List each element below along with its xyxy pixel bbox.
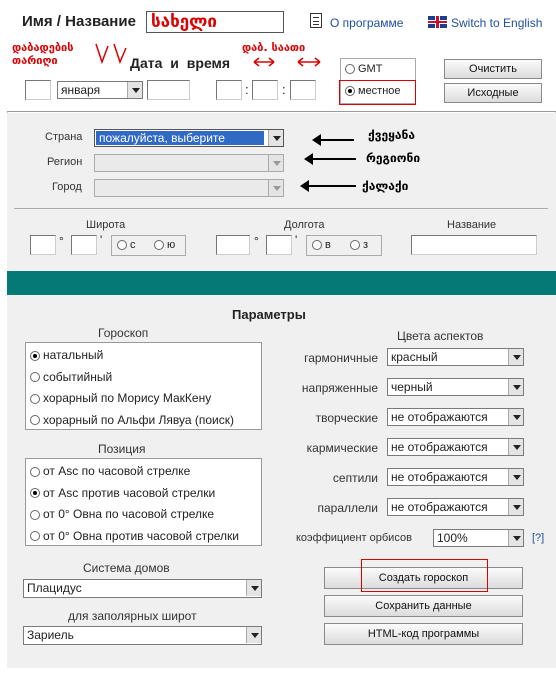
time-separator: : — [245, 82, 249, 97]
aspect-label: напряженные — [301, 381, 378, 395]
horoscope-radio[interactable] — [30, 413, 234, 427]
aspect-label: кармические — [306, 441, 378, 455]
lat-north-radio[interactable]: с — [117, 239, 136, 251]
chevron-down-icon — [508, 530, 523, 546]
polar-label: для заполярных широт — [68, 609, 197, 623]
place-name-input[interactable] — [411, 235, 537, 255]
annotation-city: ქალაქი — [362, 179, 409, 193]
uk-flag-icon — [428, 16, 447, 28]
aspect-label: гармоничные — [304, 351, 378, 365]
aspect-label: септили — [332, 471, 378, 485]
annotation-birth-date: დაბადების თარიღი — [12, 41, 74, 67]
chevron-down-icon — [246, 580, 261, 596]
aspects-label: Цвета аспектов — [397, 329, 484, 343]
month-select[interactable] — [57, 81, 143, 99]
radio-selected-icon — [30, 488, 40, 498]
divider — [14, 208, 548, 209]
parameters-title: Параметры — [232, 307, 306, 322]
longitude-deg-input[interactable] — [216, 235, 250, 255]
radio-selected-icon — [345, 86, 355, 96]
position-option-label: от Asc против часовой стрелки — [43, 485, 216, 500]
horoscope-label: Гороскоп — [98, 326, 149, 340]
region-label: Регион — [47, 156, 83, 168]
horoscope-option-label: хорарный по Альфи Лявуа (поиск) — [43, 412, 234, 427]
annotation-arrows-time — [250, 52, 330, 72]
longitude-label: Долгота — [284, 219, 325, 231]
radio-icon — [30, 372, 40, 382]
degree-symbol: ° — [59, 234, 64, 248]
annotation-birth-time: დაბ. საათი — [242, 41, 306, 54]
horoscope-radio[interactable] — [30, 370, 112, 384]
position-label: Позиция — [98, 442, 146, 456]
latitude-label: Широта — [86, 219, 126, 231]
chevron-down-icon — [508, 379, 523, 395]
longitude-min-input[interactable] — [266, 235, 292, 255]
houses-label: Система домов — [83, 561, 170, 575]
radio-icon — [30, 415, 40, 425]
position-radio[interactable] — [30, 507, 214, 521]
aspect-color-select[interactable] — [387, 468, 524, 486]
radio-icon — [30, 467, 40, 477]
radio-icon — [312, 240, 322, 250]
radio-icon — [154, 240, 164, 250]
chevron-down-icon — [508, 439, 523, 455]
place-name-label: Название — [447, 219, 497, 231]
aspect-color-value: не отображаются — [391, 410, 488, 424]
aspect-color-select[interactable] — [387, 438, 524, 456]
lat-south-radio[interactable]: ю — [154, 239, 175, 251]
orb-label: коэффициент орбисов — [296, 532, 412, 544]
hour-input[interactable] — [216, 80, 242, 100]
polar-select-value: Зариель — [27, 628, 74, 642]
position-radio[interactable] — [30, 486, 215, 500]
country-select[interactable] — [94, 129, 284, 147]
latitude-deg-input[interactable] — [30, 235, 56, 255]
chevron-down-icon — [246, 627, 261, 643]
aspect-color-value: не отображаются — [391, 500, 488, 514]
defaults-button[interactable]: Исходные — [444, 83, 542, 103]
horoscope-option-label: хорарный по Морису МакКену — [43, 391, 212, 405]
minute-input[interactable] — [252, 80, 278, 100]
aspect-color-select[interactable] — [387, 378, 524, 396]
radio-icon — [30, 531, 40, 541]
chevron-down-icon — [268, 155, 283, 171]
orb-select[interactable] — [433, 529, 524, 547]
chevron-down-icon — [508, 469, 523, 485]
aspect-label: параллели — [317, 501, 378, 515]
aspect-color-select[interactable] — [387, 408, 524, 426]
aspect-color-value: черный — [391, 380, 433, 394]
aspect-color-select[interactable] — [387, 498, 524, 516]
city-label: Город — [52, 181, 82, 193]
year-input[interactable] — [147, 80, 190, 100]
position-radio[interactable] — [30, 529, 239, 543]
lon-west-radio[interactable]: з — [350, 239, 368, 251]
teal-divider — [7, 271, 556, 295]
annotation-highlight — [361, 559, 488, 592]
annotation-arrow-down — [92, 42, 132, 68]
region-select[interactable] — [94, 154, 284, 172]
month-select-value: января — [61, 83, 101, 97]
annotation-country: ქვეყანა — [368, 128, 416, 142]
minute-symbol: ' — [295, 233, 298, 247]
chevron-down-icon — [508, 349, 523, 365]
chevron-down-icon — [268, 130, 283, 146]
chevron-down-icon — [508, 499, 523, 515]
document-icon[interactable] — [310, 13, 322, 28]
annotation-arrow-left-icon — [306, 158, 356, 160]
second-input[interactable] — [290, 80, 316, 100]
position-radio[interactable] — [30, 464, 190, 478]
radio-icon — [30, 510, 40, 520]
html-code-button[interactable]: HTML-код программы — [324, 623, 523, 645]
horoscope-radio[interactable] — [30, 348, 103, 362]
chevron-down-icon — [508, 409, 523, 425]
polar-select[interactable] — [23, 626, 262, 645]
horoscope-radio[interactable] — [30, 391, 211, 405]
chevron-down-icon — [127, 82, 142, 98]
radio-icon — [30, 394, 40, 404]
name-input[interactable] — [146, 11, 284, 33]
help-link[interactable]: [?] — [532, 532, 545, 544]
position-option-label: от 0° Овна по часовой стрелке — [43, 507, 215, 521]
save-data-button[interactable]: Сохранить данные — [324, 595, 523, 617]
annotation-arrow-left-icon — [302, 185, 356, 187]
radio-selected-icon — [30, 351, 40, 361]
horoscope-option-label: натальный — [43, 348, 104, 362]
aspect-color-value: не отображаются — [391, 470, 488, 484]
clear-button[interactable]: Очистить — [444, 59, 542, 79]
radio-icon — [345, 64, 355, 74]
radio-icon — [117, 240, 127, 250]
about-link[interactable]: О программе — [330, 16, 404, 30]
orb-select-value: 100% — [437, 531, 468, 545]
name-title: Имя / Название — [22, 13, 136, 30]
horoscope-option-label: событийный — [43, 369, 113, 384]
name-input-value: სახელი — [151, 12, 218, 32]
tz-local-radio[interactable]: местное — [345, 85, 401, 97]
aspect-color-value: красный — [391, 350, 438, 364]
lon-east-radio[interactable]: в — [312, 239, 331, 251]
annotation-region: რეგიონი — [366, 151, 421, 165]
city-select[interactable] — [94, 179, 284, 197]
latitude-min-input[interactable] — [71, 235, 97, 255]
datetime-label: Дата и время — [130, 55, 231, 71]
country-label: Страна — [45, 131, 83, 143]
aspect-color-value: не отображаются — [391, 440, 488, 454]
aspect-label: творческие — [315, 411, 378, 425]
switch-english-link[interactable]: Switch to English — [451, 16, 543, 30]
minute-symbol: ' — [100, 233, 103, 247]
chevron-down-icon — [268, 180, 283, 196]
houses-select-value: Плацидус — [27, 581, 82, 595]
annotation-arrow-left-icon — [314, 139, 354, 141]
country-select-value: пожалуйста, выберите — [96, 131, 264, 145]
position-option-label: от Asc по часовой стрелке — [43, 464, 191, 478]
create-horoscope-button[interactable]: Создать гороскоп — [324, 567, 523, 589]
aspect-color-select[interactable] — [387, 348, 524, 366]
radio-icon — [350, 240, 360, 250]
day-input[interactable] — [25, 80, 51, 100]
position-option-label: от 0° Овна против часовой стрелки — [43, 528, 239, 543]
degree-symbol: ° — [254, 234, 259, 248]
tz-gmt-radio[interactable]: GMT — [345, 63, 382, 75]
houses-select[interactable] — [23, 579, 262, 598]
time-separator: : — [282, 82, 286, 97]
